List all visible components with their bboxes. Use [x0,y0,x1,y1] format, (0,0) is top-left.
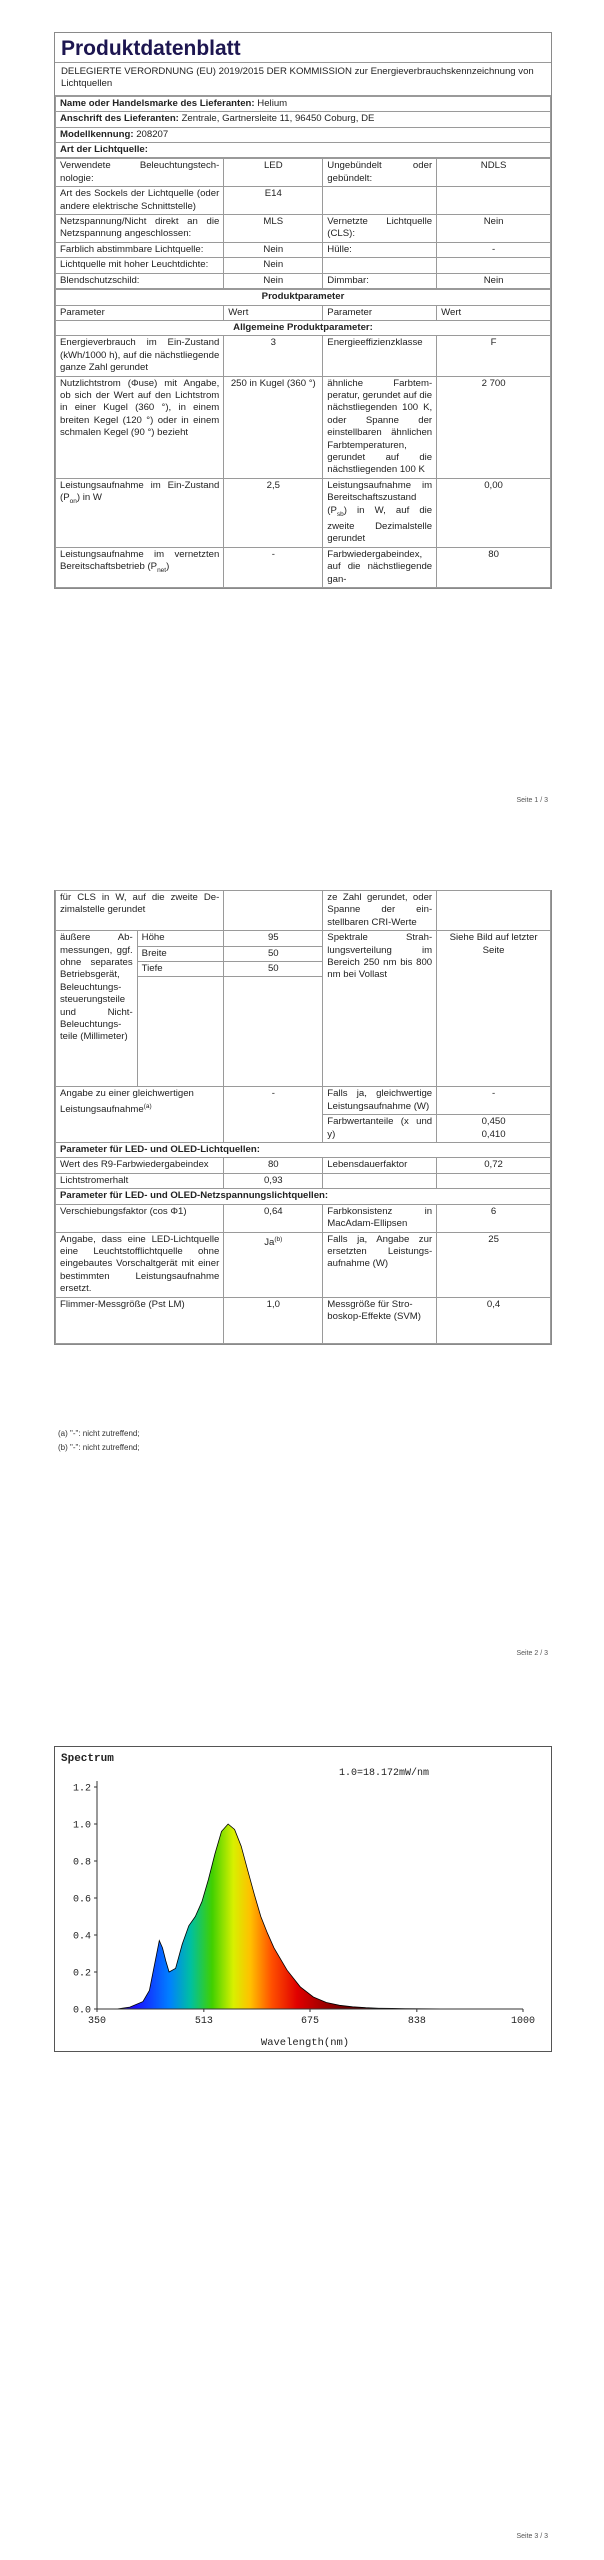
type-value-1: E14 [224,187,323,215]
param-row [56,478,551,547]
param-label-3: Leistungsaufnahme im vernetzten Bereitschaftsbetrieb $(P_{net})$ [56,547,224,587]
y-tick-label: 0.4 [72,1931,91,1943]
type-value-5: Nein [224,273,323,288]
dim-width-value: 50 [224,946,323,961]
param-value-3: - [224,547,323,587]
param-table-page-2 [55,890,551,1344]
footnote-b: (b) "-": nicht zutreffend; [58,1443,140,1452]
maint-label: Lichtstromerhalt [56,1173,224,1188]
y-tick-label: 1.2 [72,1783,91,1795]
supplier-table [55,96,551,159]
param-label2-3: Farbwiedergabeindex, auf die nächstliegende gan- [323,547,437,587]
param-value2-0: F [437,336,551,376]
param-heading: Produktparameter [56,290,551,305]
y-tick-label: 1.0 [72,1820,91,1832]
supplier-row: Name oder Handelsmarke des Lieferanten: Helium [56,96,551,111]
param-value-2: 2,5 [224,478,323,547]
type-label-4: Lichtquelle mit hoher Leuchtdichte: [56,258,224,273]
replace-label: Angabe, dass eine LED-Lichtquelle eine Leuchtstofflichtquelle ohne eingebautes Vorschaltgerät mit einer bestimmten Leistungsaufnahme ersetzt. [56,1232,224,1297]
page-1 [0,0,604,812]
footnotes [58,1426,140,1454]
strobo-label: Messgröße für Stroboskop-Effekte (SVM) [323,1297,437,1343]
equiv-value: - [224,1087,323,1143]
cri-label-cont: ze Zahl gerundet, oder Spanne der einstellbaren CRI-Werte [323,891,437,931]
type-value2-2: Nein [437,215,551,243]
document-title: Produktdatenblatt [55,33,551,63]
y-tick-label: 0.6 [72,1894,91,1906]
param-value-0: 3 [224,336,323,376]
type-label2-0: Ungebündelt oder gebündelt: [323,159,437,187]
type-row [56,159,551,187]
type-row [56,242,551,257]
param-value2-1: 2 700 [437,376,551,478]
col-value-2: Wert [437,305,551,320]
footnote-a: (a) "-": nicht zutreffend; [58,1429,140,1438]
spectral-value: Siehe Bild auf letzter Seite [437,931,551,1087]
type-label-3: Farblich abstimmbare Lichtquelle: [56,242,224,257]
y-tick-label: 0.0 [72,2005,91,2017]
type-label2-3: Hülle: [323,242,437,257]
dims-label: äußere Abmessungen, ggf. ohne separates Betriebsgerät, Beleuchtungssteuerungsteile und Nicht-Beleuchtungsteile (Millimeter) [56,931,138,1087]
x-tick-label: 1000 [510,2016,536,2027]
param-label-0: Energieverbrauch im Ein-Zustand (kWh/1000 h), auf die nächstliegende ganze Zahl gerundet [56,336,224,376]
type-label-1: Art des Sockels der Lichtquelle (oder andere elektrische Schnittstelle) [56,187,224,215]
param-label-2: Leistungsaufnahme im Ein-Zustand $(P_{on})$ in W [56,478,224,547]
dim-width-label: Breite [137,946,224,961]
r9-label: Wert des R9-Farbwiedergabeindex [56,1158,224,1173]
dim-depth-value: 50 [224,962,323,977]
param-row [56,547,551,587]
r9-value: 80 [224,1158,323,1173]
type-label2-1 [323,187,437,215]
equiv-label: Angabe zu einer gleichwertigen Leistungsaufnahme$^{(a)}$ [56,1087,224,1143]
type-label-5: Blendschutzschild: [56,273,224,288]
equiv-power-label: Falls ja, gleichwertige Leistungsaufnahme (W) [323,1087,437,1115]
type-label-0: Verwendete Beleuchtungstechnologie: [56,159,224,187]
type-value-4: Nein [224,258,323,273]
x-axis-ticks [88,2009,535,2027]
address-row: Anschrift des Lieferanten: Zentrale, Gartnersleite 11, 96450 Coburg, DE [56,112,551,127]
type-row [56,258,551,273]
x-tick-label: 675 [300,2016,320,2027]
type-table [55,158,551,289]
type-value2-4 [437,258,551,273]
chart-annotation: 1.0=18.172mW/nm [339,1768,430,1779]
x-tick-label: 838 [407,2016,426,2027]
param-row [56,376,551,478]
x-tick-label: 513 [194,2016,213,2027]
spectrum-area [97,1824,523,2009]
col-value-1: Wert [224,305,323,320]
page-2 [0,870,604,1670]
empty-cell [437,1173,551,1188]
param-value2-2: 0,00 [437,478,551,547]
life-label: Lebensdauerfaktor [323,1158,437,1173]
type-value-2: MLS [224,215,323,243]
chroma-label: Farbwertanteile (x und y) [323,1115,437,1143]
mains-params-heading: Parameter für LED- und OLED-Netzspannungslichtquellen: [56,1189,551,1204]
page-3 [0,1726,604,2560]
datasheet-frame-page-2 [54,890,552,1345]
type-heading: Art der Lichtquelle: [56,143,551,158]
address-value: Zentrale, Gartnersleite 11, 96450 Coburg, DE [181,113,375,125]
type-value-0: LED [224,159,323,187]
type-row [56,215,551,243]
empty-cell [224,891,323,931]
life-value: 0,72 [437,1158,551,1173]
empty-cell [323,1173,437,1188]
type-row [56,187,551,215]
x-tick-label: 350 [87,2016,107,2027]
cos-label: Verschiebungsfaktor (cos Φ1) [56,1204,224,1232]
flicker-label: Flimmer-Messgröße (Pst LM) [56,1297,224,1343]
spectrum-chart [54,1746,552,2052]
type-value-3: Nein [224,242,323,257]
replace-power-value: 25 [437,1232,551,1297]
dim-height-label: Höhe [137,931,224,946]
spectral-label: Spektrale Strahlungsverteilung im Bereich 250 nm bis 800 nm bei Vollast [323,931,437,1087]
dim-height-value: 95 [224,931,323,946]
type-label2-2: Vernetzte Lichtquelle (CLS): [323,215,437,243]
pnet-label-cont: für CLS in W, auf die zweite Dezimalstelle gerundet [56,891,224,931]
page-number-1: Seite 1 / 3 [516,797,548,804]
type-label-2: Netzspannung/Nicht direkt an die Netzspannung angeschlossen: [56,215,224,243]
replace-value: Ja$^{(b)}$ [224,1232,323,1297]
param-table-page-1 [55,289,551,588]
empty-cell [224,977,323,1087]
type-value2-0: NDLS [437,159,551,187]
type-label2-4 [323,258,437,273]
replace-power-label: Falls ja, Angabe zur ersetzten Leistungsaufnahme (W) [323,1232,437,1297]
empty-cell [137,977,224,1087]
x-axis-label: Wavelength(nm) [260,2037,350,2049]
general-params-heading: Allgemeine Produktparameter: [56,320,551,335]
macadam-value: 6 [437,1204,551,1232]
supplier-value: Helium [257,97,288,109]
document-subtitle: DELEGIERTE VERORDNUNG (EU) 2019/2015 DER KOMMISSION zur Energieverbrauchskennzeichnung von Lichtquellen [55,63,551,96]
param-value2-3: 80 [437,547,551,587]
y-tick-label: 0.2 [72,1968,91,1980]
dim-depth-label: Tiefe [137,962,224,977]
param-label-1: Nutzlichtstrom (Φuse) mit Angabe, ob sich der Wert auf den Lichtstrom in einer Kugel (360 °), in einem breiten Kegel (120 °) oder in einem schmalen Kegel (90 °) bezieht [56,376,224,478]
equiv-power-value: - [437,1087,551,1115]
chart-title: Spectrum [61,1753,114,1765]
spectrum-svg [55,1747,551,2051]
flicker-value: 1,0 [224,1297,323,1343]
led-params-heading: Parameter für LED- und OLED-Lichtquellen: [56,1143,551,1158]
type-label2-5: Dimmbar: [323,273,437,288]
param-value-1: 250 in Kugel (360 °) [224,376,323,478]
strobo-value: 0,4 [437,1297,551,1343]
param-label2-2: Leistungsaufnahme im Bereitschaftszustand $(P_{sb})$ in W, auf die zweite Dezimalstelle gerundet [323,478,437,547]
maint-value: 0,93 [224,1173,323,1188]
col-param-2: Parameter [323,305,437,320]
macadam-label: Farbkonsistenz in MacAdam-Ellipsen [323,1204,437,1232]
type-row [56,273,551,288]
param-label2-0: Energieeffizienzklasse [323,336,437,376]
chroma-value: 0,450 0,410 [437,1115,551,1143]
type-value2-5: Nein [437,273,551,288]
empty-cell [437,891,551,931]
y-tick-label: 0.8 [72,1857,91,1869]
datasheet-frame-page-1 [54,32,552,589]
page-number-2: Seite 2 / 3 [516,1650,548,1657]
model-value: 208207 [136,128,169,140]
type-value2-3: - [437,242,551,257]
y-axis-ticks [73,1784,97,2017]
col-param-1: Parameter [56,305,224,320]
param-row [56,336,551,376]
param-label2-1: ähnliche Farbtemperatur, gerundet auf die nächstliegenden 100 K, oder Spanne der einstellbaren ähnlichen Farbtemperaturen, gerundet auf die nächstliegenden 100 K [323,376,437,478]
page-number-3: Seite 3 / 3 [516,2533,548,2540]
type-value2-1 [437,187,551,215]
cos-value: 0,64 [224,1204,323,1232]
model-row: Modellkennung: 208207 [56,127,551,142]
